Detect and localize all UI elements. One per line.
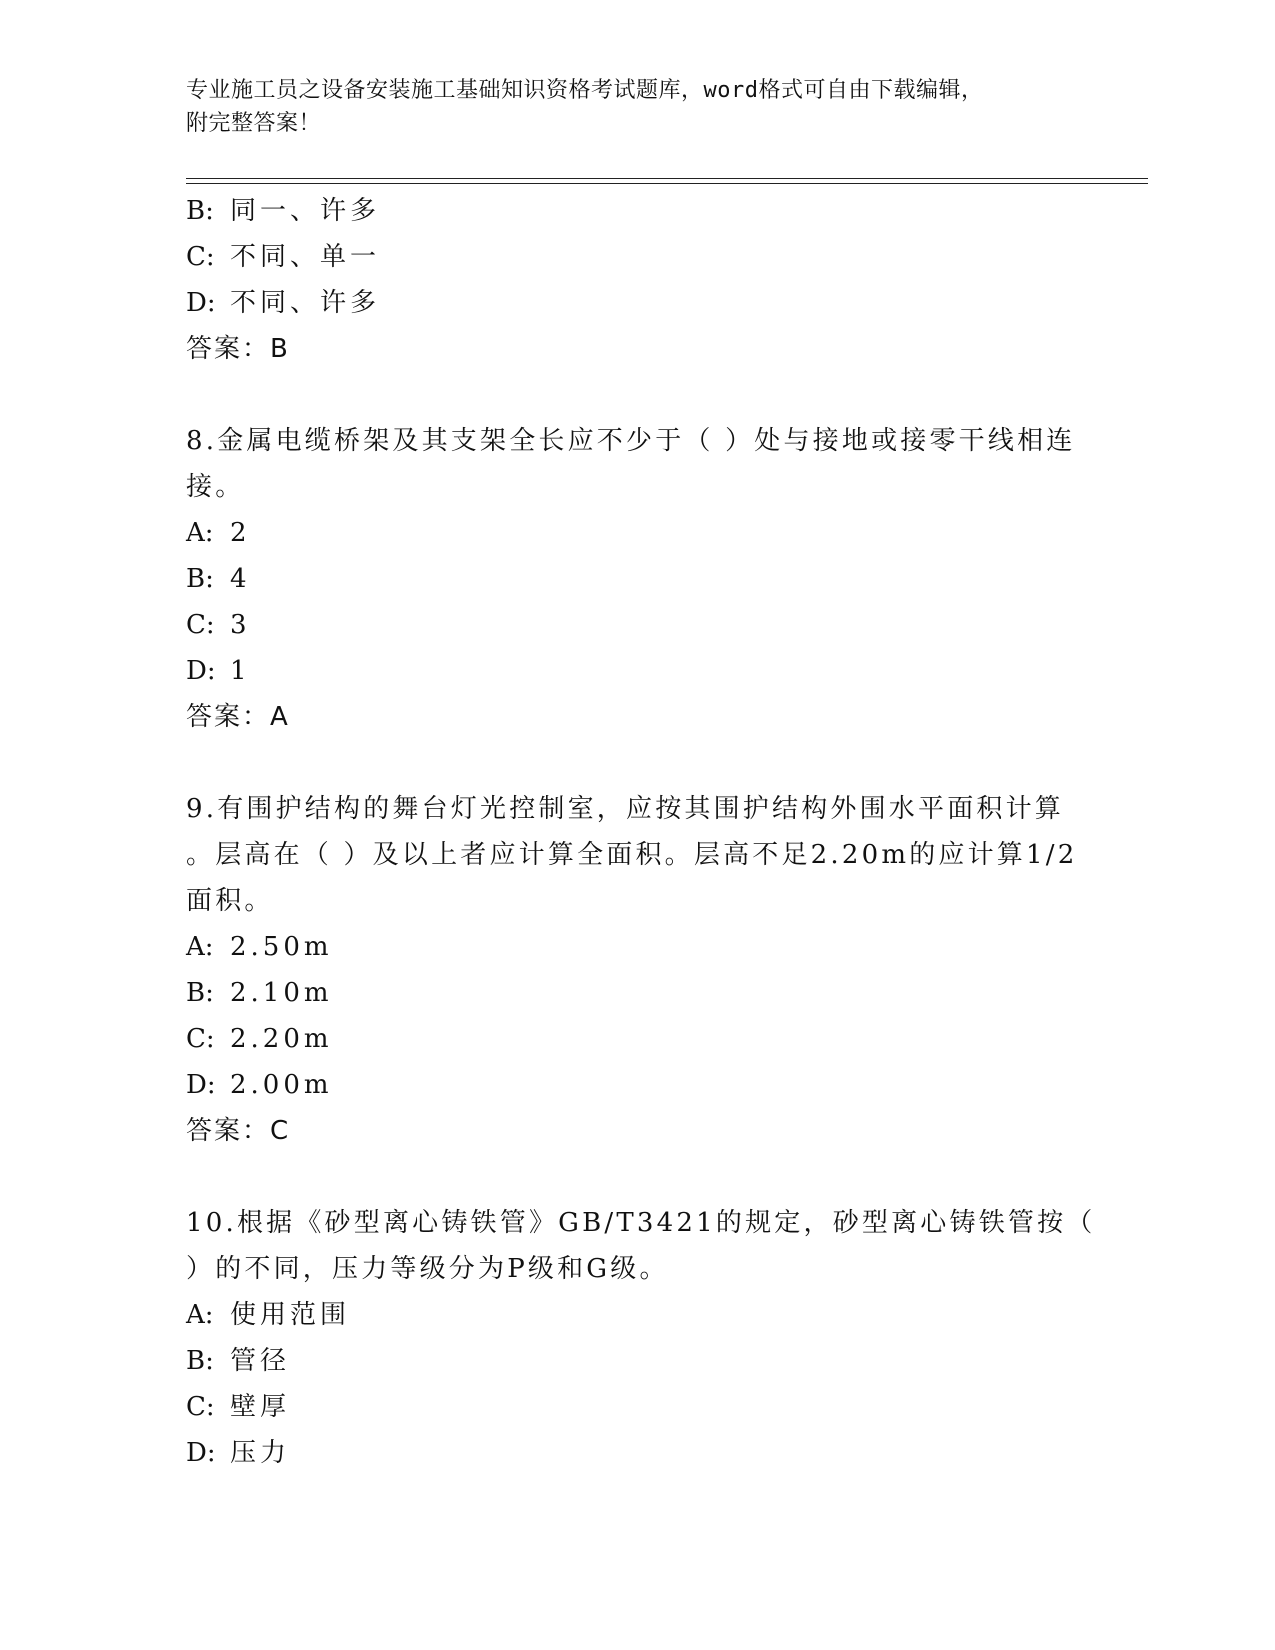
option-text: 2.10m	[230, 978, 333, 1008]
option-key: B:	[186, 196, 214, 226]
option-key: D:	[186, 1070, 216, 1100]
option-d	[186, 1062, 1086, 1108]
option-key: B:	[186, 564, 214, 594]
option-text: 压力	[230, 1438, 291, 1468]
stem-line: 。层高在（ ）及以上者应计算全面积。层高不足2.20m的应计算1/2	[186, 840, 1078, 870]
option-c	[186, 602, 1086, 648]
header-rule-bottom	[186, 183, 1148, 184]
option-key: D:	[186, 1438, 216, 1468]
stem-line: ）的不同，压力等级分为P级和G级。	[186, 1254, 669, 1284]
option-text: 使用范围	[230, 1300, 351, 1330]
question-list	[186, 188, 1096, 1476]
question-9	[186, 786, 1086, 1154]
option-text: 2	[230, 518, 251, 548]
spacer	[186, 1154, 1086, 1200]
question-10	[186, 1200, 1096, 1476]
option-text: 管径	[230, 1346, 291, 1376]
option-text: 3	[230, 610, 251, 640]
option-b	[186, 188, 1086, 234]
stem-line: 10.根据《砂型离心铸铁管》GB/T3421的规定，砂型离心铸铁管按（	[186, 1208, 1096, 1238]
option-key: C:	[186, 610, 215, 640]
option-key: D:	[186, 656, 216, 686]
stem-line: 8.金属电缆桥架及其支架全长应不少于（ ）处与接地或接零干线相连	[186, 426, 1076, 456]
option-text: 2.50m	[230, 932, 333, 962]
spacer	[186, 372, 1086, 418]
question-7-tail	[186, 188, 1086, 372]
option-a	[186, 924, 1086, 970]
option-c	[186, 1016, 1086, 1062]
option-a	[186, 1292, 1086, 1338]
stem-line: 9.有围护结构的舞台灯光控制室，应按其围护结构外围水平面积计算	[186, 794, 1065, 824]
answer: 答案：C	[186, 1116, 291, 1146]
answer: 答案：B	[186, 334, 290, 364]
question-stem	[186, 418, 1086, 510]
option-c	[186, 1384, 1086, 1430]
option-key: A:	[186, 518, 214, 548]
option-text: 不同、单一	[230, 242, 381, 272]
option-text: 壁厚	[230, 1392, 291, 1422]
header-rule-top	[186, 178, 1148, 179]
header-line-2: 附完整答案！	[186, 111, 322, 136]
document-header	[186, 74, 1146, 140]
option-text: 1	[230, 656, 251, 686]
option-d	[186, 1430, 1086, 1476]
option-a	[186, 510, 1086, 556]
question-stem	[186, 786, 1086, 924]
option-key: C:	[186, 1024, 215, 1054]
option-d	[186, 280, 1086, 326]
option-b	[186, 1338, 1086, 1384]
option-text: 2.20m	[230, 1024, 333, 1054]
option-key: A:	[186, 932, 214, 962]
stem-line: 接。	[186, 472, 245, 502]
option-key: C:	[186, 1392, 215, 1422]
question-stem	[186, 1200, 1096, 1292]
option-key: C:	[186, 242, 215, 272]
question-8	[186, 418, 1086, 740]
option-text: 不同、许多	[230, 288, 381, 318]
spacer	[186, 740, 1086, 786]
stem-line: 面积。	[186, 886, 274, 916]
header-line-1: 专业施工员之设备安装施工基础知识资格考试题库，word格式可自由下载编辑，	[186, 78, 984, 103]
option-c	[186, 234, 1086, 280]
option-b	[186, 556, 1086, 602]
option-b	[186, 970, 1086, 1016]
option-text: 同一、许多	[230, 196, 381, 226]
option-text: 2.00m	[230, 1070, 333, 1100]
answer: 答案：A	[186, 702, 290, 732]
option-d	[186, 648, 1086, 694]
option-key: B:	[186, 1346, 214, 1376]
option-key: A:	[186, 1300, 214, 1330]
option-text: 4	[230, 564, 251, 594]
option-key: D:	[186, 288, 216, 318]
option-key: B:	[186, 978, 214, 1008]
